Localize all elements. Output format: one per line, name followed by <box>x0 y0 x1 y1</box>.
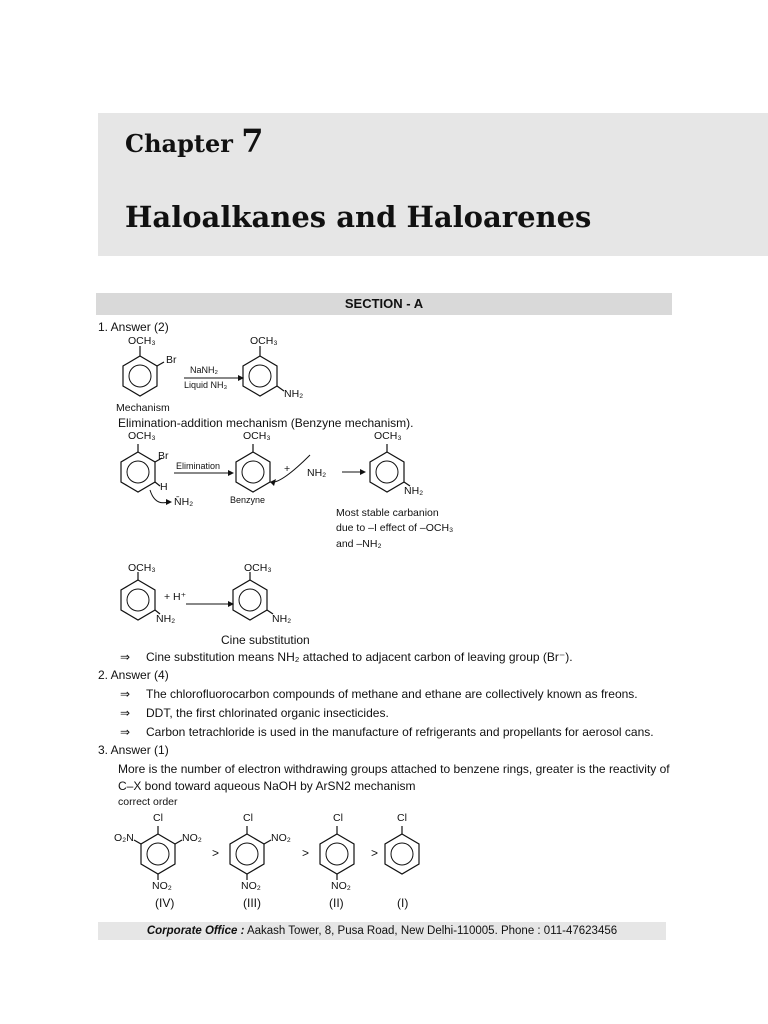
iv-no2-bottom: NO₂ <box>152 880 172 892</box>
q3-text-2: C–X bond toward aqueous NaOH by ArSN2 mechanism <box>118 779 416 793</box>
label-i: (I) <box>397 896 409 910</box>
r3-och3-1: OCH₃ <box>128 562 156 574</box>
r3-nh2-2: NH₂ <box>272 613 292 625</box>
r1-nh2: NH₂ <box>284 388 304 400</box>
r2-och3-1: OCH₃ <box>128 430 156 442</box>
r2-plus: + <box>284 463 291 475</box>
q3-text-1: More is the number of electron withdrawing groups attached to benzene rings, greater is the reactivity of <box>118 762 670 776</box>
chapter-number: 7 <box>241 122 264 160</box>
q2-answer: 2. Answer (4) <box>98 668 169 682</box>
benzyne-label: Benzyne <box>230 495 266 505</box>
chapter-label <box>125 122 264 160</box>
iv-no2-right: NO₂ <box>182 832 202 844</box>
reagent-bottom: Liquid NH₃ <box>184 380 228 390</box>
cine-label: Cine substitution <box>221 633 310 647</box>
q2-point-3: Carbon tetrachloride is used in the manufacture of refrigerants and propellants for aerosol cans. <box>146 725 654 739</box>
gt-2: > <box>302 846 310 860</box>
footer-label: Corporate Office : <box>146 925 245 937</box>
iii-no2-right: NO₂ <box>271 832 291 844</box>
q1-answer: 1. Answer (2) <box>98 320 169 334</box>
gt-3: > <box>371 846 379 860</box>
r1-och3-right: OCH₃ <box>250 335 278 347</box>
iii-no2-bottom: NO₂ <box>241 880 261 892</box>
elimination-label: Elimination <box>176 461 221 471</box>
gt-1: > <box>212 846 220 860</box>
mechanism-label: Mechanism <box>116 402 170 414</box>
iii-cl: Cl <box>243 812 253 824</box>
ii-cl: Cl <box>333 812 343 824</box>
label-iv: (IV) <box>155 896 175 910</box>
r2-br: Br <box>158 450 169 462</box>
r2-nh2-product: NH₂ <box>404 485 424 497</box>
label-iii: (III) <box>243 896 261 910</box>
q2-arrow-3: ⇒ <box>120 725 131 739</box>
r1-och3-left: OCH₃ <box>128 335 156 347</box>
q2-arrow-2: ⇒ <box>120 706 131 720</box>
r2-och3-3: OCH₃ <box>374 430 402 442</box>
iv-o2n: O₂N <box>114 832 134 844</box>
i-cl: Cl <box>397 812 407 824</box>
reagent-top: NaNH₂ <box>190 365 218 375</box>
r3-h-plus: + H⁺ <box>164 591 187 603</box>
q1-note: Cine substitution means NH₂ attached to adjacent carbon of leaving group (Br⁻). <box>146 650 573 664</box>
r2-h: H <box>160 481 168 493</box>
q2-point-2: DDT, the first chlorinated organic insecticides. <box>146 706 389 720</box>
stable-line-2: due to –I effect of –OCH₃ <box>336 522 454 534</box>
stable-line-1: Most stable carbanion <box>336 507 439 519</box>
chapter-title: Haloalkanes and Haloarenes <box>125 200 592 234</box>
r2-och3-2: OCH₃ <box>243 430 271 442</box>
mechanism-text: Elimination-addition mechanism (Benzyne mechanism). <box>118 416 414 430</box>
q3-answer: 3. Answer (1) <box>98 743 169 757</box>
r2-nh2: NH₂ <box>307 467 327 479</box>
stable-line-3: and –NH₂ <box>336 538 382 550</box>
q2-point-1: The chlorofluorocarbon compounds of methane and ethane are collectively known as freons. <box>146 687 638 701</box>
q2-arrow-1: ⇒ <box>120 687 131 701</box>
q1-note-arrow: ⇒ <box>120 650 131 664</box>
q3-order: correct order <box>118 796 178 808</box>
footer-corporate-office <box>98 922 666 940</box>
label-ii: (II) <box>329 896 344 910</box>
footer-text: Aakash Tower, 8, Pusa Road, New Delhi-110005. Phone : 011-47623456 <box>244 925 618 937</box>
r2-nh2-minus: N̄H₂ <box>174 496 194 508</box>
r3-nh2-1: NH₂ <box>156 613 176 625</box>
section-heading: SECTION - A <box>96 293 672 315</box>
ii-no2-bottom: NO₂ <box>331 880 351 892</box>
iv-cl: Cl <box>153 812 163 824</box>
chapter-word: Chapter <box>125 129 233 158</box>
r1-br: Br <box>166 354 177 366</box>
r3-och3-2: OCH₃ <box>244 562 272 574</box>
